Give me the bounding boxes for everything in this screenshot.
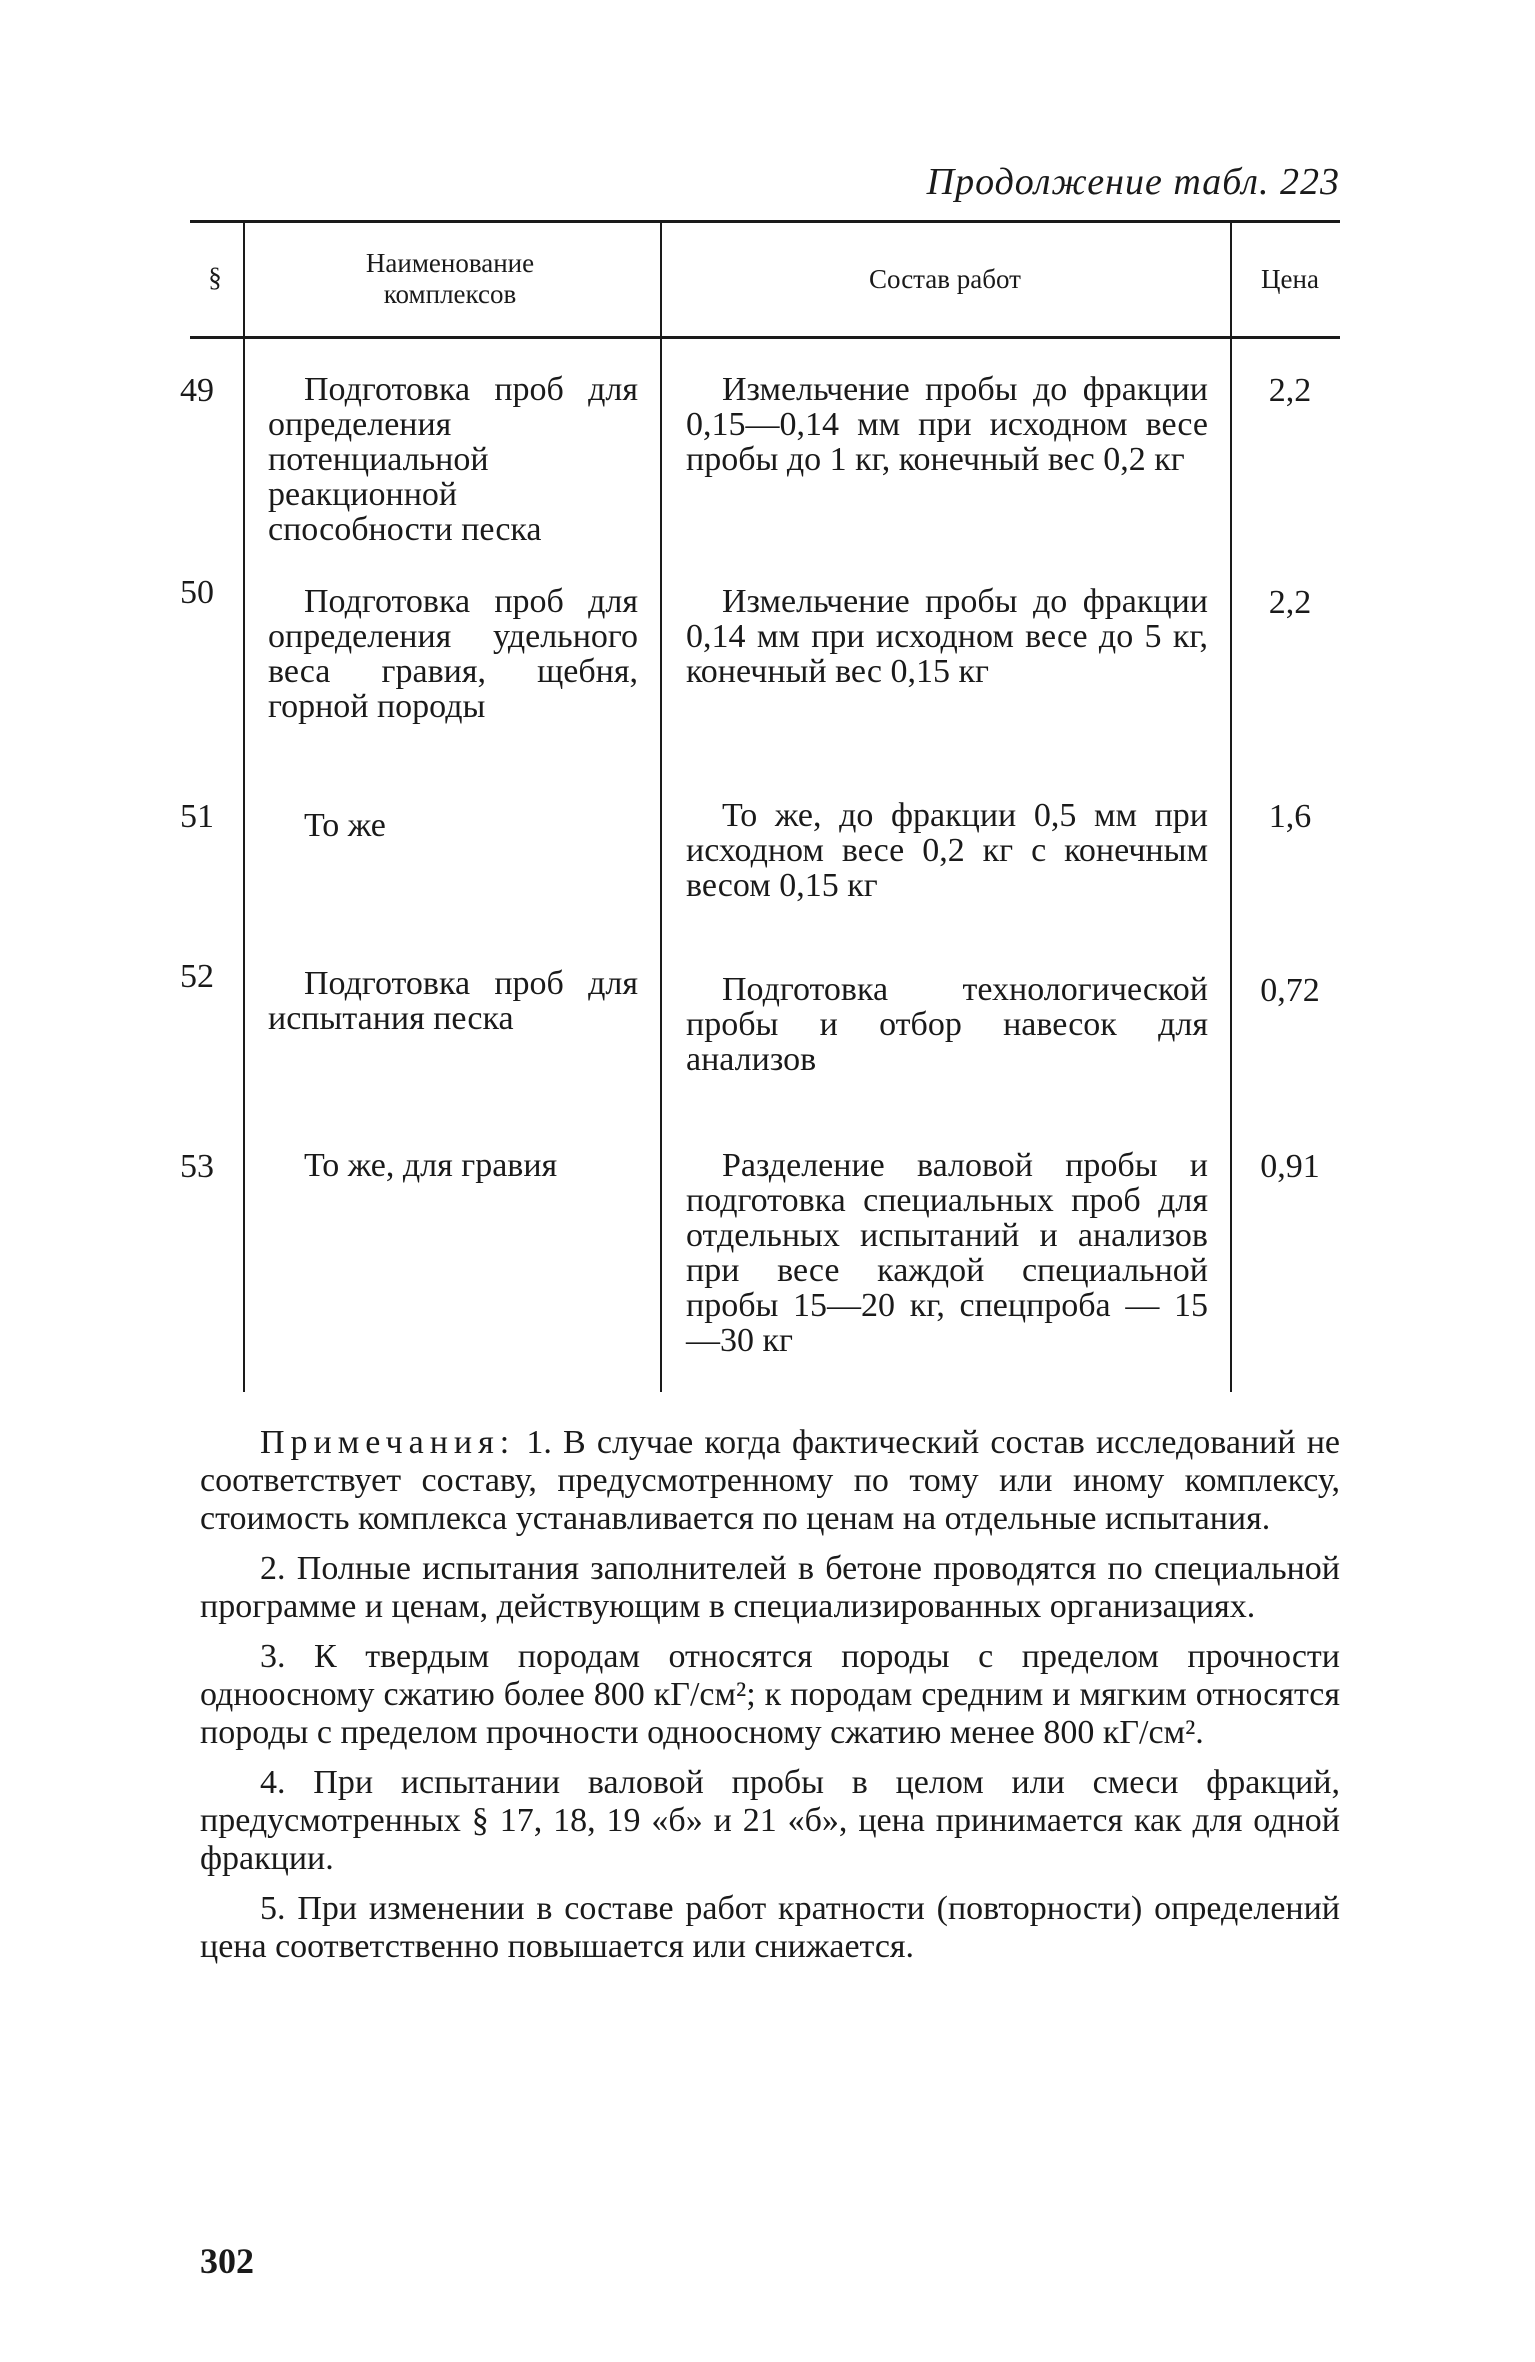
header-section: § bbox=[208, 262, 222, 292]
row-number: 50 bbox=[180, 574, 214, 611]
row-name: Подготовка проб для определения удельного веса гравия, щебня, горной породы bbox=[268, 583, 638, 725]
header-name: Наименование комплексов bbox=[365, 248, 535, 309]
note-item: 3. К твердым породам относятся породы с пределом прочности одноосному сжатию более 800 кГ/см²; к породам средним и мягким относятся породы с пределом прочности одноосному сжатию менее 800 кГ/см². bbox=[200, 1638, 1340, 1751]
row-work: То же, до фракции 0,5 мм при исходном весе 0,2 кг с конечным весом 0,15 кг bbox=[686, 797, 1208, 904]
note-item: 2. Полные испытания заполнителей в бетоне проводятся по специальной программе и ценам, действующим в специализированных организациях. bbox=[200, 1550, 1340, 1625]
header-work: Состав работ bbox=[869, 264, 1021, 294]
row-price: 2,2 bbox=[1268, 372, 1312, 409]
note-item: 4. При испытании валовой пробы в целом или смеси фракций, предусмотренных § 17, 18, 19 «б» и 21 «б», цена принимается как для одной фракции. bbox=[200, 1764, 1340, 1877]
row-price: 0,72 bbox=[1260, 972, 1320, 1009]
row-number: 51 bbox=[180, 798, 214, 835]
column-divider-2 bbox=[660, 222, 662, 1392]
column-divider-1 bbox=[243, 222, 245, 1392]
notes-label: Примечания: bbox=[260, 1424, 516, 1461]
row-price: 2,2 bbox=[1268, 584, 1312, 621]
table-top-rule bbox=[190, 220, 1340, 223]
row-name: То же, для гравия bbox=[304, 1147, 558, 1184]
page-number: 302 bbox=[200, 2241, 254, 2281]
row-work: Измельчение пробы до фракции 0,14 мм при исходном весе до 5 кг, конечный вес 0,15 кг bbox=[686, 583, 1208, 690]
row-name: То же bbox=[304, 807, 386, 844]
row-work: Разделение валовой пробы и подготовка специальных проб для отдельных испытаний и анализов при весе каждой специальной пробы 15—20 кг, спецпроба — 15—30 кг bbox=[686, 1147, 1208, 1359]
row-number: 49 bbox=[180, 372, 214, 409]
row-work: Измельчение пробы до фракции 0,15—0,14 мм при исходном весе пробы до 1 кг, конечный вес 0,2 кг bbox=[686, 371, 1208, 478]
notes-section bbox=[200, 1424, 1340, 1978]
note-item bbox=[200, 1424, 1340, 1538]
row-work: Подготовка технологической пробы и отбор навесок для анализов bbox=[686, 971, 1208, 1078]
note-item: 5. При изменении в составе работ кратности (повторности) определений цена соответственно повышается или снижается. bbox=[200, 1890, 1340, 1965]
row-price: 0,91 bbox=[1260, 1148, 1320, 1185]
row-number: 53 bbox=[180, 1148, 214, 1185]
column-divider-3 bbox=[1230, 222, 1232, 1392]
row-name: Подготовка проб для определения потенциальной реакционной способности песка bbox=[268, 371, 638, 548]
note-text: 1. В случае когда фактический состав исследований не соответствует составу, предусмотренному по тому или иному комплексу, стоимость комплекса устанавливается по ценам на отдельные испытания. bbox=[200, 1424, 1340, 1537]
table-caption: Продолжение табл. 223 bbox=[926, 161, 1340, 203]
row-price: 1,6 bbox=[1268, 798, 1312, 835]
row-number: 52 bbox=[180, 958, 214, 995]
row-name: Подготовка проб для испытания песка bbox=[268, 965, 638, 1037]
table-header-rule bbox=[190, 336, 1340, 339]
header-price: Цена bbox=[1261, 264, 1319, 294]
